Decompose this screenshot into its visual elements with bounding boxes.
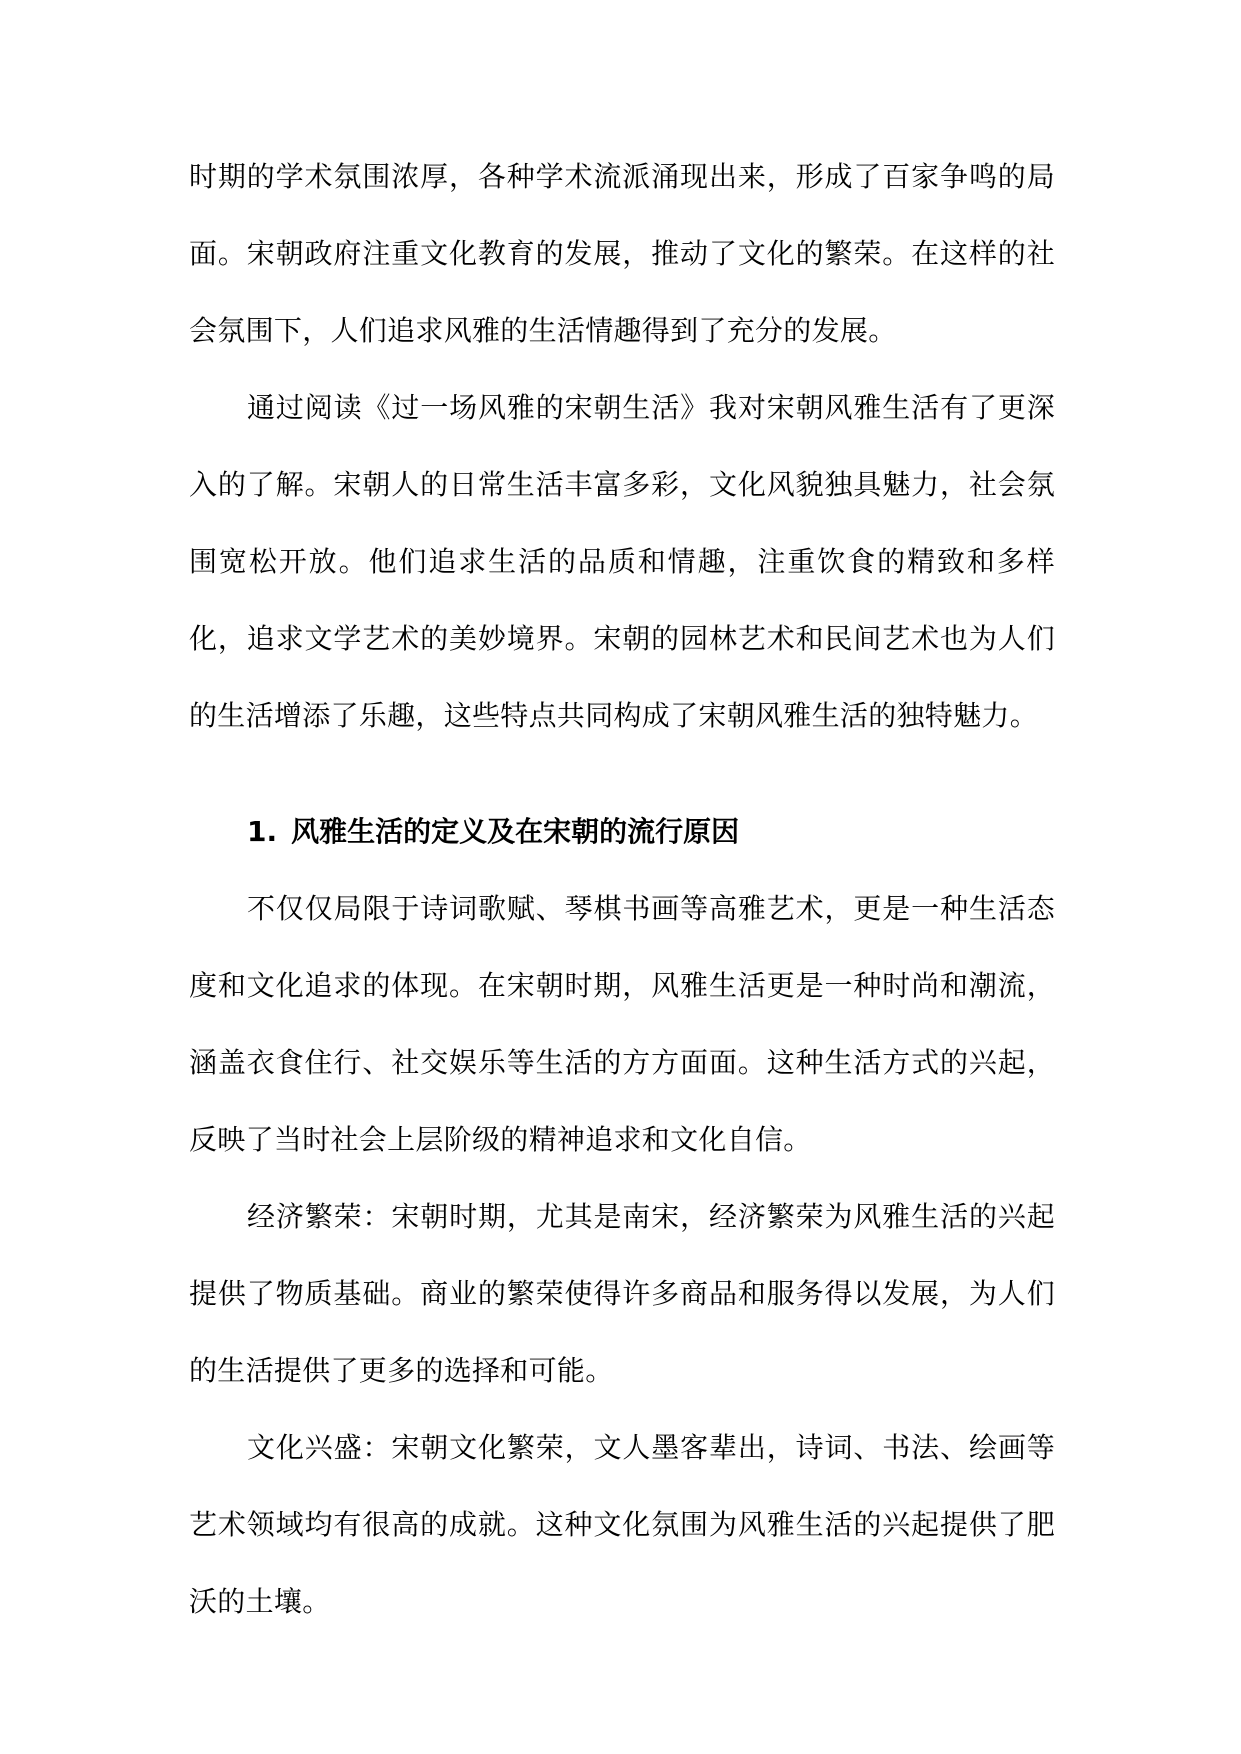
section-heading [189,793,1055,870]
paragraph-reading-reflection: 通过阅读《过一场风雅的宋朝生活》我对宋朝风雅生活有了更深入的了解。宋朝人的日常生活丰富多彩，文化风貌独具魅力，社会氛围宽松开放。他们追求生活的品质和情趣，注重饮食的精致和多样化，追求文学艺术的美妙境界。宋朝的园林艺术和民间艺术也为人们的生活增添了乐趣，这些特点共同构成了宋朝风雅生活的独特魅力。 [189,391,1055,732]
paragraph-continuation: 时期的学术氛围浓厚，各种学术流派涌现出来，形成了百家争鸣的局面。宋朝政府注重文化教育的发展，推动了文化的繁荣。在这样的社会氛围下，人们追求风雅的生活情趣得到了充分的发展。 [189,160,1055,347]
paragraph-definition: 不仅仅局限于诗词歌赋、琴棋书画等高雅艺术，更是一种生活态度和文化追求的体现。在宋朝时期，风雅生活更是一种时尚和潮流，涵盖衣食住行、社交娱乐等生活的方方面面。这种生活方式的兴起，反映了当时社会上层阶级的精神追求和文化自信。 [189,892,1055,1156]
section-heading-number: 1. [247,815,278,848]
section-heading-text: 风雅生活的定义及在宋朝的流行原因 [291,815,740,848]
document-body [189,138,1055,1640]
paragraph-economic-prosperity: 经济繁荣：宋朝时期，尤其是南宋，经济繁荣为风雅生活的兴起提供了物质基础。商业的繁荣使得许多商品和服务得以发展，为人们的生活提供了更多的选择和可能。 [189,1200,1055,1387]
paragraph-cultural-flourishing: 文化兴盛：宋朝文化繁荣，文人墨客辈出，诗词、书法、绘画等艺术领域均有很高的成就。这种文化氛围为风雅生活的兴起提供了肥沃的土壤。 [189,1431,1055,1618]
